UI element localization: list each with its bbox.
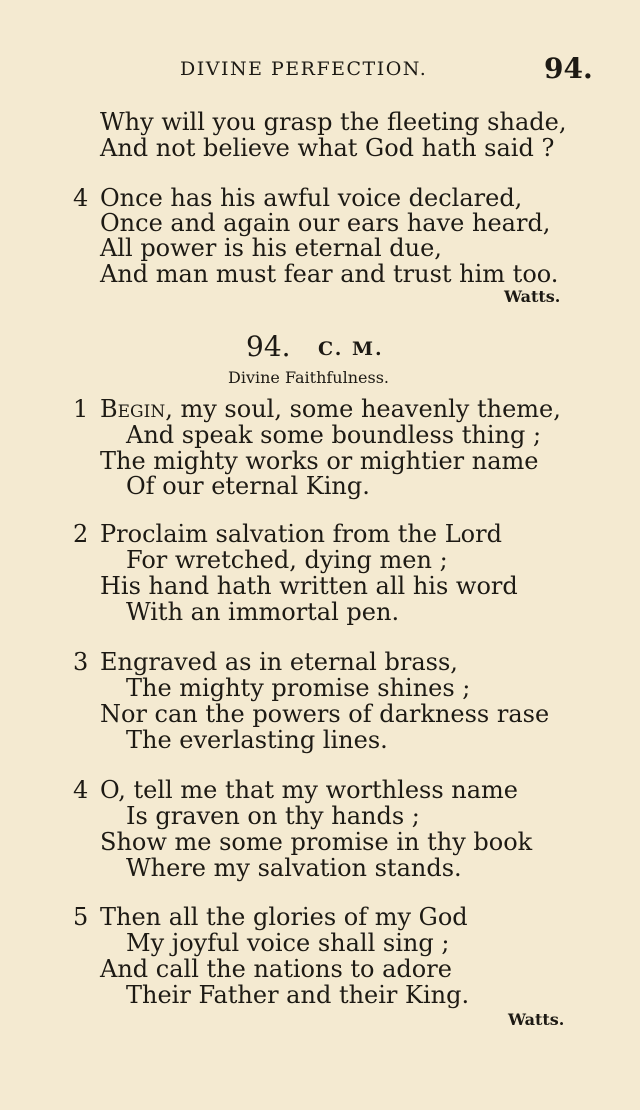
verse-line-rest: my soul, some heavenly theme,: [172, 395, 561, 423]
verse-line: And speak some boundless thing ;: [126, 421, 542, 449]
stanza-number: 1: [73, 395, 89, 423]
verse-line: The everlasting lines.: [126, 726, 388, 754]
small-caps-word: Begin,: [100, 395, 173, 423]
verse-line: Their Father and their King.: [126, 981, 470, 1009]
author-attribution: Watts.: [508, 1010, 565, 1029]
verse-line: Proclaim salvation from the Lord: [100, 520, 502, 548]
hymn-title: Divine Faithfulness.: [228, 368, 389, 387]
verse-line: With an immortal pen.: [126, 598, 400, 626]
hymn-number: 94.: [246, 330, 291, 363]
verse-line: And man must fear and trust him too.: [100, 260, 559, 288]
verse-line: His hand hath written all his word: [100, 572, 518, 600]
verse-line: Where my salvation stands.: [126, 854, 462, 882]
verse-line: Engraved as in eternal brass,: [100, 648, 458, 676]
stanza-number: 4: [73, 776, 89, 804]
verse-line: The mighty works or mightier name: [100, 447, 539, 475]
verse-line: Is graven on thy hands ;: [126, 802, 420, 830]
verse-line: O, tell me that my worthless name: [100, 776, 519, 804]
verse-line: My joyful voice shall sing ;: [126, 929, 450, 957]
verse-line: Nor can the powers of darkness rase: [100, 700, 550, 728]
verse-line: And not believe what God hath said ?: [100, 134, 555, 162]
verse-line: Why will you grasp the fleeting shade,: [100, 108, 567, 136]
verse-line: Show me some promise in thy book: [100, 828, 533, 856]
verse-line: Then all the glories of my God: [100, 903, 468, 931]
stanza-number: 4: [73, 184, 89, 212]
hymn-meter: C. M.: [318, 338, 384, 360]
author-attribution: Watts.: [504, 287, 561, 306]
verse-line: [100, 397, 561, 421]
verse-line: Once has his awful voice declared,: [100, 184, 523, 212]
verse-line: And call the nations to adore: [100, 955, 452, 983]
verse-line: Of our eternal King.: [126, 472, 370, 500]
verse-line: Once and again our ears have heard,: [100, 209, 551, 237]
running-header: DIVINE PERFECTION.: [180, 58, 428, 80]
verse-line: For wretched, dying men ;: [126, 546, 448, 574]
verse-line: All power is his eternal due,: [100, 234, 442, 262]
verse-line: The mighty promise shines ;: [126, 674, 471, 702]
page-number: 94.: [544, 52, 593, 85]
stanza-number: 5: [73, 903, 89, 931]
stanza-number: 3: [73, 648, 89, 676]
stanza-number: 2: [73, 520, 89, 548]
